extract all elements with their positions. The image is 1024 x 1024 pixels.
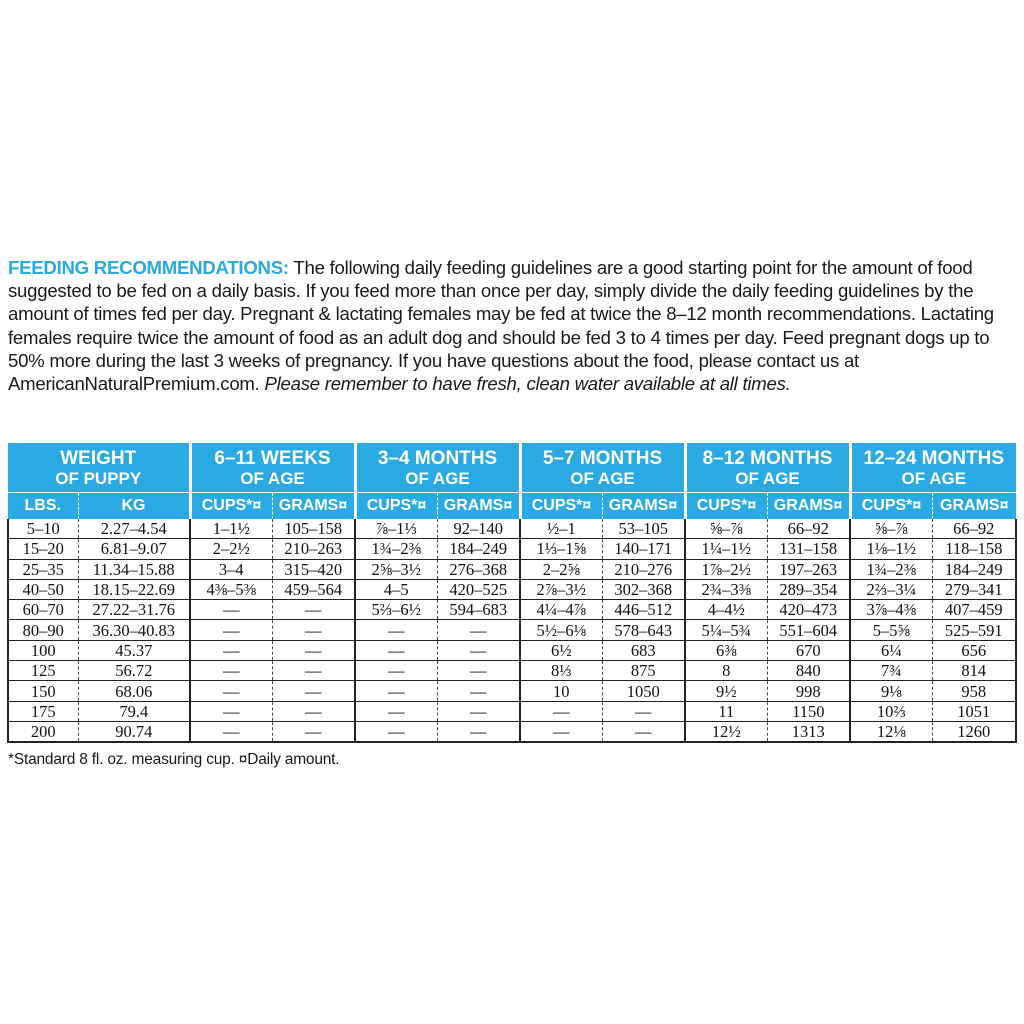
table-cell: 1⅛–1½ xyxy=(850,539,932,559)
table-cell: 11 xyxy=(685,701,767,721)
table-cell: 184–249 xyxy=(437,539,520,559)
table-cell: 53–105 xyxy=(602,519,685,539)
table-cell: 2–2½ xyxy=(190,539,272,559)
table-cell: ½–1 xyxy=(520,519,602,539)
table-cell: 656 xyxy=(932,640,1016,660)
table-cell: — xyxy=(272,681,355,701)
table-cell: 4–5 xyxy=(355,579,437,599)
table-cell: — xyxy=(355,661,437,681)
table-cell: 1150 xyxy=(767,701,850,721)
table-cell: 131–158 xyxy=(767,539,850,559)
table-cell: 446–512 xyxy=(602,600,685,620)
table-cell: 1313 xyxy=(767,721,850,742)
table-cell: 420–525 xyxy=(437,579,520,599)
table-row xyxy=(8,620,1016,640)
table-cell: ⅝–⅞ xyxy=(850,519,932,539)
table-cell: 9½ xyxy=(685,681,767,701)
table-cell: 4¼–4⅞ xyxy=(520,600,602,620)
column-header: CUPS*¤ xyxy=(685,493,767,520)
table-cell: 2⅔–3¼ xyxy=(850,579,932,599)
table-cell: 79.4 xyxy=(78,701,190,721)
group-header-title: 12–24 MONTHS xyxy=(863,448,1004,469)
table-cell: 36.30–40.83 xyxy=(78,620,190,640)
table-cell: 25–35 xyxy=(8,559,78,579)
intro-water-note: Please remember to have fresh, clean water available at all times. xyxy=(264,373,791,395)
group-header-4 xyxy=(685,443,850,493)
column-header: CUPS*¤ xyxy=(190,493,272,520)
group-header-row xyxy=(8,443,1016,493)
table-cell: 6⅜ xyxy=(685,640,767,660)
column-header: GRAMS¤ xyxy=(932,493,1016,520)
table-cell: 1¼–1½ xyxy=(685,539,767,559)
table-cell: — xyxy=(272,620,355,640)
table-cell: ⅝–⅞ xyxy=(685,519,767,539)
table-cell: 683 xyxy=(602,640,685,660)
table-cell: 45.37 xyxy=(78,640,190,660)
group-header-subtitle: OF PUPPY xyxy=(55,469,142,488)
table-cell: 525–591 xyxy=(932,620,1016,640)
table-cell: 302–368 xyxy=(602,579,685,599)
table-cell: — xyxy=(437,661,520,681)
table-cell: — xyxy=(272,721,355,742)
table-row xyxy=(8,539,1016,559)
table-cell: 210–276 xyxy=(602,559,685,579)
table-cell: 6.81–9.07 xyxy=(78,539,190,559)
table-row xyxy=(8,661,1016,681)
table-cell: 2⅞–3½ xyxy=(520,579,602,599)
table-cell: 5½–6⅛ xyxy=(520,620,602,640)
table-cell: — xyxy=(355,701,437,721)
table-cell: 6¼ xyxy=(850,640,932,660)
table-cell: 15–20 xyxy=(8,539,78,559)
table-cell: 1¾–2⅜ xyxy=(850,559,932,579)
group-header-2 xyxy=(355,443,520,493)
feeding-intro xyxy=(8,256,1018,395)
table-cell: 407–459 xyxy=(932,600,1016,620)
table-cell: 66–92 xyxy=(932,519,1016,539)
table-cell: 958 xyxy=(932,681,1016,701)
table-cell: 1⅓–1⅝ xyxy=(520,539,602,559)
table-cell: — xyxy=(190,721,272,742)
table-cell: ⅞–1⅓ xyxy=(355,519,437,539)
table-row xyxy=(8,681,1016,701)
table-cell: 3–4 xyxy=(190,559,272,579)
table-cell: 5¼–5¾ xyxy=(685,620,767,640)
table-cell: — xyxy=(190,620,272,640)
table-cell: 5–10 xyxy=(8,519,78,539)
table-cell: 175 xyxy=(8,701,78,721)
table-cell: — xyxy=(190,701,272,721)
table-cell: — xyxy=(437,640,520,660)
footnote: *Standard 8 fl. oz. measuring cup. ¤Daily amount. xyxy=(8,751,340,768)
table-cell: 118–158 xyxy=(932,539,1016,559)
group-header-subtitle: OF AGE xyxy=(570,469,635,488)
table-cell: 10 xyxy=(520,681,602,701)
table-cell: 8⅓ xyxy=(520,661,602,681)
table-cell: — xyxy=(355,681,437,701)
intro-body: The following daily feeding guidelines are a good starting point for the amount of food suggested to be fed on a daily basis. If you feed more than once per day, simply divide the daily feeding guidelines by the amount of times fed per day. Pregnant & lactating females may be fed at twice the 8–12 month recommendations. Lactating females require twice the amount of food as an adult dog and should be fed 3 to 4 times per day. Feed pregnant dogs up to 50% more during the last 3 weeks of pregnancy. If you have questions about the food, please contact us at AmericanNaturalPremium.com. xyxy=(8,257,994,395)
table-cell: — xyxy=(602,701,685,721)
table-row xyxy=(8,519,1016,539)
group-header-subtitle: OF AGE xyxy=(405,469,470,488)
table-cell: — xyxy=(355,640,437,660)
table-cell: 8 xyxy=(685,661,767,681)
table-cell: — xyxy=(272,600,355,620)
table-cell: 92–140 xyxy=(437,519,520,539)
table-cell: 40–50 xyxy=(8,579,78,599)
group-header-subtitle: OF AGE xyxy=(240,469,305,488)
table-cell: 1260 xyxy=(932,721,1016,742)
table-cell: 12½ xyxy=(685,721,767,742)
table-cell: 68.06 xyxy=(78,681,190,701)
table-cell: — xyxy=(437,721,520,742)
table-cell: 814 xyxy=(932,661,1016,681)
table-cell: 5⅔–6½ xyxy=(355,600,437,620)
group-header-5 xyxy=(850,443,1016,493)
table-row xyxy=(8,579,1016,599)
table-cell: 459–564 xyxy=(272,579,355,599)
column-header: GRAMS¤ xyxy=(272,493,355,520)
table-cell: 2¾–3⅜ xyxy=(685,579,767,599)
feeding-table xyxy=(7,443,1017,743)
table-cell: — xyxy=(190,661,272,681)
table-cell: 1050 xyxy=(602,681,685,701)
table-cell: 100 xyxy=(8,640,78,660)
table-cell: — xyxy=(602,721,685,742)
table-cell: — xyxy=(437,681,520,701)
table-cell: 578–643 xyxy=(602,620,685,640)
table-cell: — xyxy=(437,701,520,721)
table-cell: 289–354 xyxy=(767,579,850,599)
table-cell: 1⅞–2½ xyxy=(685,559,767,579)
table-cell: 3⅞–4⅜ xyxy=(850,600,932,620)
table-row xyxy=(8,559,1016,579)
table-cell: 4⅜–5⅜ xyxy=(190,579,272,599)
table-cell: — xyxy=(355,620,437,640)
table-cell: 56.72 xyxy=(78,661,190,681)
table-cell: 210–263 xyxy=(272,539,355,559)
column-header: GRAMS¤ xyxy=(767,493,850,520)
table-row xyxy=(8,721,1016,742)
table-cell: 2.27–4.54 xyxy=(78,519,190,539)
table-cell: 6½ xyxy=(520,640,602,660)
table-cell: 90.74 xyxy=(78,721,190,742)
table-cell: 9⅛ xyxy=(850,681,932,701)
column-header: GRAMS¤ xyxy=(437,493,520,520)
table-cell: 184–249 xyxy=(932,559,1016,579)
table-cell: 2–2⅝ xyxy=(520,559,602,579)
group-header-subtitle: OF AGE xyxy=(735,469,800,488)
table-cell: 18.15–22.69 xyxy=(78,579,190,599)
group-header-title: WEIGHT xyxy=(60,448,137,469)
table-cell: — xyxy=(272,640,355,660)
group-header-title: 8–12 MONTHS xyxy=(702,448,833,469)
column-header: LBS. xyxy=(8,493,78,520)
table-cell: — xyxy=(520,721,602,742)
table-cell: 5–5⅝ xyxy=(850,620,932,640)
table-cell: 2⅝–3½ xyxy=(355,559,437,579)
group-header-1 xyxy=(190,443,355,493)
table-cell: 670 xyxy=(767,640,850,660)
table-cell: 150 xyxy=(8,681,78,701)
table-cell: 1–1½ xyxy=(190,519,272,539)
table-cell: — xyxy=(190,600,272,620)
group-header-3 xyxy=(520,443,685,493)
table-cell: 1¾–2⅜ xyxy=(355,539,437,559)
group-header-title: 3–4 MONTHS xyxy=(377,448,498,469)
table-cell: 80–90 xyxy=(8,620,78,640)
table-row xyxy=(8,600,1016,620)
column-header: CUPS*¤ xyxy=(850,493,932,520)
table-cell: 594–683 xyxy=(437,600,520,620)
table-row xyxy=(8,640,1016,660)
intro-heading: FEEDING RECOMMENDATIONS: xyxy=(8,257,289,278)
table-cell: 551–604 xyxy=(767,620,850,640)
group-header-subtitle: OF AGE xyxy=(901,469,967,488)
table-cell: 125 xyxy=(8,661,78,681)
column-header: CUPS*¤ xyxy=(355,493,437,520)
table-cell: — xyxy=(272,661,355,681)
table-cell: 1051 xyxy=(932,701,1016,721)
column-header: CUPS*¤ xyxy=(520,493,602,520)
table-cell: — xyxy=(520,701,602,721)
table-cell: 60–70 xyxy=(8,600,78,620)
table-cell: 12⅛ xyxy=(850,721,932,742)
table-cell: 998 xyxy=(767,681,850,701)
group-header-title: 5–7 MONTHS xyxy=(542,448,663,469)
table-cell: 11.34–15.88 xyxy=(78,559,190,579)
table-cell: 420–473 xyxy=(767,600,850,620)
table-cell: — xyxy=(272,701,355,721)
table-cell: 315–420 xyxy=(272,559,355,579)
table-cell: 197–263 xyxy=(767,559,850,579)
table-cell: 875 xyxy=(602,661,685,681)
table-cell: 105–158 xyxy=(272,519,355,539)
table-cell: 66–92 xyxy=(767,519,850,539)
table-cell: 200 xyxy=(8,721,78,742)
table-cell: 276–368 xyxy=(437,559,520,579)
table-cell: 4–4½ xyxy=(685,600,767,620)
table-row xyxy=(8,701,1016,721)
table-cell: 7¾ xyxy=(850,661,932,681)
table-cell: 279–341 xyxy=(932,579,1016,599)
feeding-table-wrapper xyxy=(7,443,1017,743)
column-header: GRAMS¤ xyxy=(602,493,685,520)
column-header: KG xyxy=(78,493,190,520)
table-cell: 140–171 xyxy=(602,539,685,559)
table-body xyxy=(8,519,1016,742)
group-header-0 xyxy=(8,443,190,493)
group-header-title: 6–11 WEEKS xyxy=(214,448,331,469)
table-cell: — xyxy=(190,640,272,660)
subheader-row xyxy=(8,493,1016,520)
table-cell: 10⅔ xyxy=(850,701,932,721)
table-cell: 840 xyxy=(767,661,850,681)
table-cell: — xyxy=(437,620,520,640)
table-cell: — xyxy=(355,721,437,742)
table-cell: 27.22–31.76 xyxy=(78,600,190,620)
table-cell: — xyxy=(190,681,272,701)
